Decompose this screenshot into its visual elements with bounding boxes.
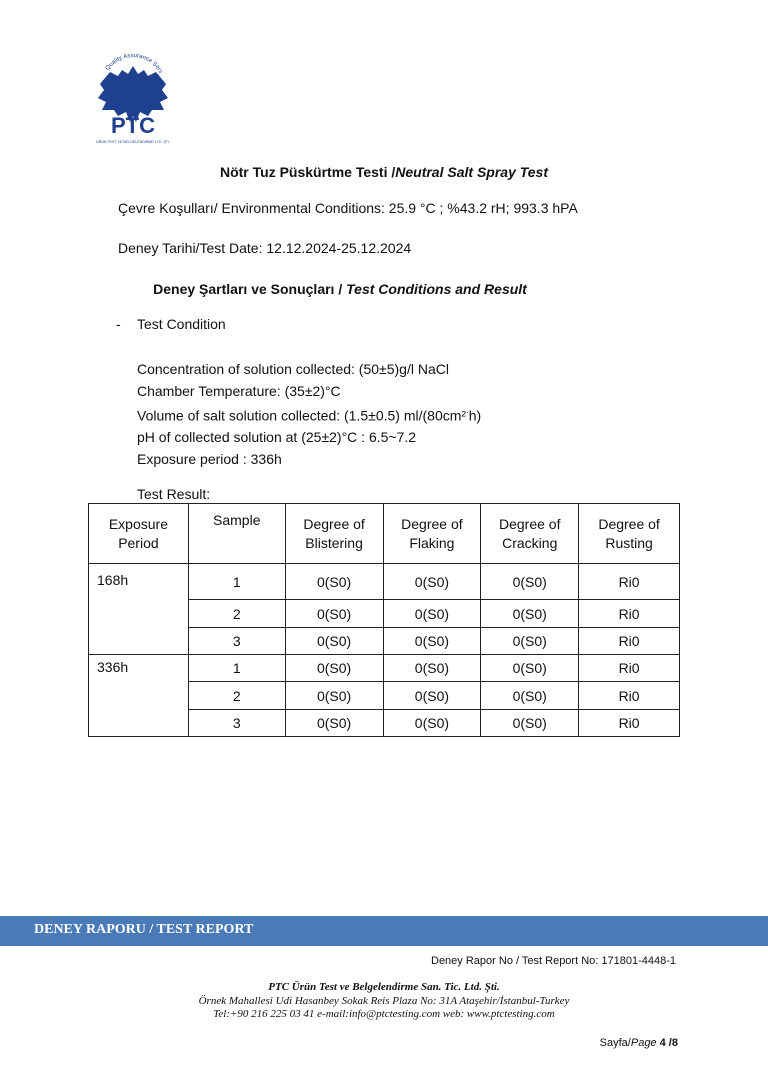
flaking-cell: 0(S0) — [383, 682, 481, 710]
table-header-row — [89, 504, 680, 564]
condition-ph: pH of collected solution at (25±2)°C : 6.5~7.2 — [137, 429, 417, 446]
test-result-label: Test Result: — [137, 486, 211, 502]
rusting-cell: Ri0 — [579, 628, 680, 655]
condition-concentration: Concentration of solution collected: (50±5)g/l NaCl — [137, 361, 449, 377]
table-row — [89, 564, 680, 600]
cracking-cell: 0(S0) — [481, 600, 579, 628]
sample-cell: 1 — [188, 564, 285, 600]
period-cell: 336h — [89, 655, 189, 737]
test-condition-bullet: - — [116, 316, 121, 332]
header-blistering: Degree of Blistering — [285, 504, 383, 564]
flaking-cell: 0(S0) — [383, 655, 481, 682]
ptc-logo — [88, 40, 178, 146]
svg-text:Quality Assurance Service — [88, 40, 163, 75]
sample-cell: 3 — [188, 710, 285, 737]
conditions-list — [137, 359, 481, 470]
rusting-cell: Ri0 — [579, 564, 680, 600]
logo-brand: PTC — [111, 113, 155, 138]
rusting-cell: Ri0 — [579, 682, 680, 710]
title-en: Neutral Salt Spray Test — [395, 164, 549, 180]
page-number — [600, 1037, 678, 1049]
period-cell: 168h — [89, 564, 189, 655]
footer-contact: Tel:+90 216 225 03 41 e-mail:info@ptctesting.com web: www.ptctesting.com — [213, 1008, 555, 1020]
section-tr: Deney Şartları ve Sonuçları / — [153, 281, 347, 297]
volume-unit: h) — [468, 407, 482, 424]
page-total: 8 — [671, 1037, 678, 1049]
page-label-en: Page — [630, 1037, 657, 1049]
header-rusting: Degree of Rusting — [579, 504, 680, 564]
flaking-cell: 0(S0) — [383, 710, 481, 737]
condition-temperature: Chamber Temperature: (35±2)°C — [137, 382, 341, 399]
page-label-tr: Sayfa/ — [599, 1037, 631, 1049]
test-condition-label: Test Condition — [137, 316, 226, 332]
section-heading — [0, 281, 680, 297]
flaking-cell: 0(S0) — [383, 628, 481, 655]
sample-cell: 2 — [188, 600, 285, 628]
results-table — [88, 503, 680, 737]
page-separator: / — [665, 1037, 672, 1049]
report-banner — [0, 916, 768, 946]
table-row — [89, 655, 680, 682]
cracking-cell: 0(S0) — [481, 710, 579, 737]
sample-cell: 3 — [188, 628, 285, 655]
footer — [0, 981, 768, 1022]
blistering-cell: 0(S0) — [285, 710, 383, 737]
logo-arc-text: Quality Assurance Serv — [104, 53, 164, 75]
flaking-cell: 0(S0) — [383, 564, 481, 600]
page-current: 4 — [659, 1037, 666, 1049]
condition-exposure: Exposure period : 336h — [137, 450, 282, 467]
environment-conditions: Çevre Koşulları/ Environmental Conditions: 25.9 °C ; %43.2 rH; 993.3 hPA — [118, 200, 578, 216]
rusting-cell: Ri0 — [579, 710, 680, 737]
page-title — [0, 164, 768, 180]
header-cracking: Degree of Cracking — [481, 504, 579, 564]
condition-volume — [137, 402, 481, 427]
test-date: Deney Tarihi/Test Date: 12.12.2024-25.12.2024 — [118, 240, 412, 256]
header-sample: Sample — [188, 504, 285, 564]
blistering-cell: 0(S0) — [285, 564, 383, 600]
banner-title: DENEY RAPORU / TEST REPORT — [34, 922, 254, 937]
blistering-cell: 0(S0) — [285, 682, 383, 710]
section-en: Test Conditions and Result — [346, 281, 527, 297]
flaking-cell: 0(S0) — [383, 600, 481, 628]
footer-address: Örnek Mahallesi Udi Hasanbey Sokak Reis Plaza No: 31A Ataşehir/İstanbul-Turkey — [198, 994, 570, 1007]
volume-superscript: · — [466, 408, 469, 417]
title-tr: Nötr Tuz Püskürtme Testi / — [219, 164, 396, 180]
rusting-cell: Ri0 — [579, 600, 680, 628]
blistering-cell: 0(S0) — [285, 655, 383, 682]
footer-company: PTC Ürün Test ve Belgelendirme San. Tic. Ltd. Şti. — [268, 981, 500, 993]
cracking-cell: 0(S0) — [481, 628, 579, 655]
sample-cell: 1 — [188, 655, 285, 682]
blistering-cell: 0(S0) — [285, 628, 383, 655]
volume-text: Volume of salt solution collected: (1.5±0.5) ml/(80cm² — [137, 407, 467, 424]
rusting-cell: Ri0 — [579, 655, 680, 682]
header-exposure-period: Exposure Period — [89, 504, 189, 564]
blistering-cell: 0(S0) — [285, 600, 383, 628]
report-number: Deney Rapor No / Test Report No: 171801-4448-1 — [431, 955, 676, 967]
sample-cell: 2 — [188, 682, 285, 710]
header-flaking: Degree of Flaking — [383, 504, 481, 564]
logo-tagline: ÜRÜN TEST VE BELGELENDİRME LTD. ŞTİ. — [96, 140, 170, 144]
cracking-cell: 0(S0) — [481, 655, 579, 682]
cracking-cell: 0(S0) — [481, 682, 579, 710]
cracking-cell: 0(S0) — [481, 564, 579, 600]
